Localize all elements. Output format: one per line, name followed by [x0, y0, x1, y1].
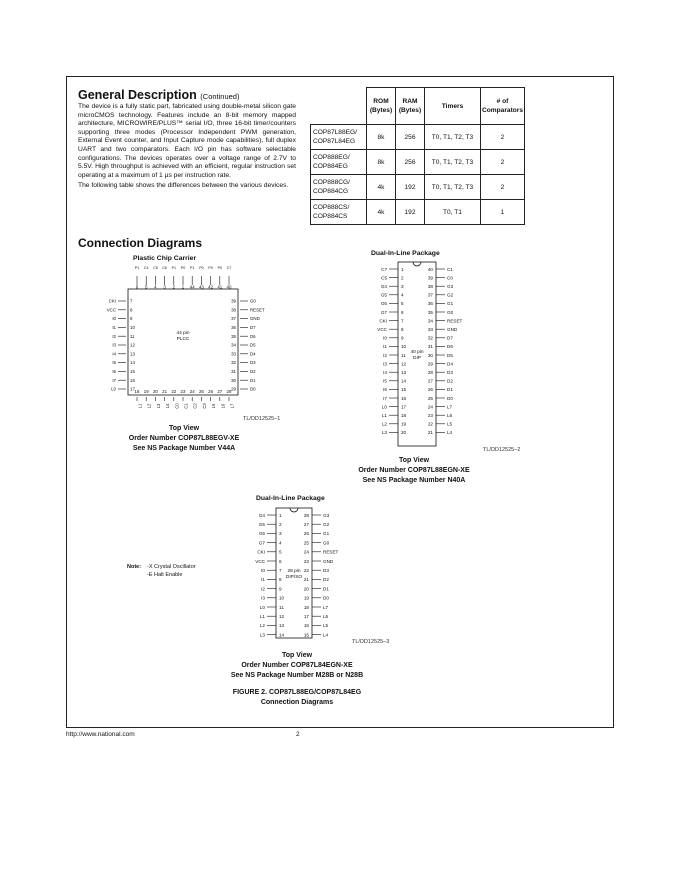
dip40-view-label: Top View	[398, 457, 430, 464]
plcc-pin-number: 36	[231, 325, 236, 330]
plcc-top-pin-name: P1	[171, 266, 177, 270]
dip40-pin-number: 3	[401, 284, 404, 289]
dip40-pin-name: G2	[447, 292, 454, 298]
plcc-bottom-pin-name: L5	[211, 403, 217, 409]
plcc-pin-number: 4	[154, 284, 157, 290]
description-paragraph-2: The following table shows the differences between the various devices.	[78, 182, 289, 190]
dip28-pin-number: 22	[303, 568, 309, 573]
dip40-pin-number: 26	[427, 387, 433, 393]
plcc-bottom-pin-name: C0	[174, 403, 180, 409]
plcc-pin-name: D0	[250, 386, 256, 392]
plcc-pin-number: 17	[130, 386, 135, 392]
figure-caption	[222, 688, 372, 708]
dip28-pin-name: RESET	[323, 549, 339, 555]
dip40-pin-number: 17	[401, 404, 407, 410]
plcc-pin-number: 40	[226, 284, 232, 290]
plcc-pin-number: 37	[231, 316, 236, 322]
dip40-pin-number: 40	[427, 266, 433, 272]
plcc-pin-number: 41	[217, 284, 223, 290]
dip28-pin-name: G4	[258, 512, 265, 518]
plcc-pin-number: 44	[189, 284, 195, 290]
dip40-pin-name: L6	[447, 413, 453, 418]
dip28-pin-name: G3	[323, 512, 330, 518]
dip40-pin-number: 21	[427, 430, 433, 436]
dip28-pin-name: I3	[261, 595, 265, 601]
dip40-pin-number: 18	[401, 413, 407, 418]
dip40-pin-number: 15	[401, 387, 407, 393]
dip40-pin-name: I5	[383, 378, 387, 384]
dip40-pin-name: C0	[447, 275, 453, 281]
dip40-center-label: 40 pin	[410, 350, 424, 355]
footer-url-link[interactable]: http://www.national.com	[66, 731, 135, 738]
dip28-pin-name: L5	[323, 623, 329, 629]
table-cell-device: COP888EG/ COP884EG	[311, 150, 367, 175]
dip40-pin-name: G0	[447, 309, 454, 315]
general-description-body	[78, 103, 296, 193]
dip40-pin-name: L4	[447, 430, 453, 436]
dip40-pin-name: D7	[447, 335, 453, 341]
dip28-pin-number: 16	[303, 623, 309, 629]
dip40-tl-number: TL/DD12525–2	[483, 447, 521, 453]
plcc-pin-name: CKI	[108, 298, 116, 304]
plcc-pin-number: 32	[231, 360, 236, 366]
plcc-bottom-pin-name: C3	[201, 403, 207, 409]
dip28-pin-number: 10	[279, 595, 285, 601]
plcc-pin-name: D1	[250, 377, 256, 383]
dip28-pin-name: G1	[323, 531, 330, 537]
table-cell-ram: 256	[396, 150, 425, 175]
dip40-caption	[340, 456, 488, 486]
plcc-body	[128, 289, 238, 395]
dip28-pin-number: 9	[279, 586, 282, 592]
dip28-pin-name: G2	[323, 522, 330, 527]
plcc-package-number: See NS Package Number V44A	[132, 445, 236, 452]
dip28-pin-name: G0	[323, 540, 330, 546]
note-item-crystal: -X Crystal Oscillator	[147, 564, 196, 570]
dip40-pin-number: 29	[427, 361, 433, 367]
dip28-pin-name: D2	[323, 577, 329, 583]
dip40-diagram	[360, 258, 470, 450]
dip28-caption	[222, 651, 372, 681]
plcc-pin-number: 39	[231, 298, 236, 304]
dip40-pin-name: C1	[447, 266, 453, 272]
plcc-pin-name: I0	[112, 316, 116, 322]
dip40-pin-name: I1	[383, 344, 387, 350]
dip28-pin-name: G5	[258, 522, 265, 527]
plcc-pin-number: 6	[135, 284, 139, 290]
plcc-pin-number: 38	[231, 307, 236, 313]
plcc-bottom-pin-name: C2	[192, 403, 198, 409]
table-header-row	[311, 88, 525, 125]
dip40-pin-name: I4	[383, 370, 387, 375]
plcc-pin-number: 35	[231, 333, 236, 339]
dip28-pin-name: G6	[258, 531, 265, 537]
plcc-pin-number: 24	[189, 389, 195, 394]
dip40-pin-number: 14	[401, 378, 407, 384]
dip28-pin-name: D0	[323, 595, 329, 601]
dip40-pin-name: D2	[447, 378, 453, 384]
plcc-bottom-pin-name: L3	[155, 403, 161, 409]
plcc-center-label: PLCC	[176, 337, 190, 342]
table-header-timers: Timers	[425, 88, 481, 125]
plcc-pin-number: 22	[171, 389, 177, 394]
dip40-pin-name: L3	[381, 430, 387, 436]
dip40-notch	[413, 262, 421, 266]
plcc-pin-number: 42	[208, 284, 214, 290]
dip40-pin-name: L7	[447, 404, 453, 410]
dip40-pin-number: 16	[401, 395, 407, 401]
table-row	[311, 175, 525, 200]
dip28-pin-number: 27	[303, 522, 309, 527]
table-cell-timers: T0, T1, T2, T3	[425, 175, 481, 200]
dip40-order-number: Order Number COP87L88EGN-XE	[358, 467, 470, 474]
dip40-pin-number: 31	[427, 344, 433, 350]
dip28-pin-number: 19	[303, 595, 309, 601]
dip28-pin-number: 21	[303, 577, 309, 583]
dip28-center-label: 28 pin	[287, 569, 301, 574]
plcc-pin-number: 9	[130, 316, 133, 322]
note-item-halt: -E Halt Enable	[147, 572, 183, 578]
dip28-pin-name: I1	[261, 577, 265, 583]
plcc-pin-name: I2	[112, 333, 116, 339]
dip40-pin-name: G5	[380, 292, 387, 298]
dip40-pin-name: L2	[381, 421, 387, 427]
plcc-pin-number: 13	[130, 351, 135, 357]
dip40-package-number: See NS Package Number N40A	[362, 477, 466, 484]
table-row	[311, 125, 525, 150]
plcc-pin-number: 23	[180, 389, 186, 394]
plcc-bottom-pin-name: L7	[229, 403, 235, 409]
figure-caption-line-2: Connection Diagrams	[260, 699, 334, 706]
dip40-pin-number: 23	[427, 413, 433, 418]
dip28-notch	[290, 508, 298, 512]
dip28-pin-name: L0	[259, 604, 265, 610]
plcc-title: Plastic Chip Carrier	[133, 255, 197, 262]
dip40-pin-number: 33	[427, 327, 433, 332]
figure-caption-line-1: FIGURE 2. COP87L88EG/COP87L84EG	[232, 689, 362, 696]
dip28-pin-name: VCC	[255, 558, 265, 564]
device-comparison-table	[310, 87, 525, 225]
dip40-pin-number: 13	[401, 370, 407, 375]
dip40-pin-name: CKI	[379, 318, 387, 324]
dip28-pin-number: 25	[303, 540, 309, 546]
dip28-pin-number: 11	[279, 604, 284, 610]
plcc-pin-name: I3	[112, 342, 116, 348]
table-row	[311, 150, 525, 175]
dip40-pin-number: 27	[427, 378, 433, 384]
plcc-pin-name: G0	[250, 298, 256, 304]
dip40-pin-number: 10	[401, 344, 407, 350]
dip28-pin-name: D1	[323, 586, 329, 592]
plcc-pin-number: 34	[231, 342, 236, 348]
dip40-pin-name: D5	[447, 352, 453, 358]
plcc-pin-name: D4	[250, 351, 256, 357]
dip28-title: Dual-In-Line Package	[256, 495, 325, 502]
dip28-pin-name: L3	[259, 632, 265, 638]
table-header-ram: RAM (Bytes)	[396, 88, 425, 125]
dip40-pin-number: 38	[427, 284, 433, 289]
dip40-pin-name: G3	[447, 284, 454, 289]
table-cell-ram: 256	[396, 125, 425, 150]
dip28-pin-name: L7	[323, 604, 329, 610]
dip28-pin-name: L2	[259, 623, 265, 629]
plcc-pin-name: I7	[112, 377, 116, 383]
dip28-pin-name: CKI	[257, 549, 265, 555]
connection-diagrams-title: Connection Diagrams	[78, 236, 203, 250]
dip40-pin-name: I2	[383, 352, 387, 358]
plcc-top-pin-name: P0	[199, 266, 204, 270]
dip40-pin-number: 24	[427, 404, 433, 410]
dip40-pin-name: I7	[383, 395, 387, 401]
plcc-pin-number: 5	[144, 284, 148, 290]
plcc-pin-number: 2	[172, 284, 176, 290]
plcc-pin-number: 29	[231, 386, 236, 392]
dip40-pin-name: G6	[380, 301, 387, 307]
plcc-pin-number: 18	[134, 389, 140, 394]
dip40-pin-name: G1	[447, 301, 454, 307]
dip40-pin-number: 22	[427, 421, 433, 427]
dip40-pin-number: 11	[401, 352, 406, 358]
plcc-top-pin-name: P0	[217, 266, 223, 270]
dip40-pin-name: G7	[380, 309, 387, 315]
dip40-pin-number: 2	[401, 275, 404, 281]
dip40-pin-name: D3	[447, 370, 453, 375]
plcc-center-label: 44 pin	[176, 331, 190, 336]
plcc-bottom-pin-name: L6	[220, 403, 226, 409]
dip40-pin-number: 39	[427, 275, 433, 281]
plcc-pin-name: D7	[250, 325, 256, 330]
dip40-pin-name: I6	[383, 387, 387, 393]
dip28-pin-number: 13	[279, 623, 285, 629]
dip40-pin-name: VCC	[377, 327, 387, 332]
plcc-top-pin-name: C5	[153, 266, 158, 270]
dip40-pin-number: 9	[401, 335, 404, 341]
dip28-pin-number: 6	[279, 558, 282, 564]
dip40-pin-number: 20	[401, 430, 407, 436]
dip40-pin-name: I0	[383, 335, 387, 341]
dip28-pin-number: 12	[279, 614, 285, 619]
plcc-bottom-pin-name: L4	[165, 403, 171, 409]
description-paragraph-1: The device is a fully static part, fabricated using double-metal silicon gate microCMOS technology. Features include an 8-bit memory mapped architecture, MICROWIRE/PLUS™ serial I/O, three 16-bit timer/counters supporting three modes (Processor Independent PWM generation, External Event counter, and Input Capture mode capabilities), full duplex UART and two comparators. Each I/O pin has software selectable configurations. The devices operates over a voltage range of 2.7V to 5.5V. High throughput is achieved with an efficient, regular instruction set operating at a maximum of 1 µs per instruction rate.	[78, 103, 296, 179]
plcc-pin-name: L0	[111, 386, 116, 392]
dip40-pin-name: D6	[447, 344, 453, 350]
plcc-pin-number: 31	[231, 369, 236, 374]
table-cell-device: COP888CG/ COP884CG	[311, 175, 367, 200]
plcc-tl-number: TL/DD12525–1	[243, 416, 281, 422]
dip40-center-label: DIP	[413, 356, 421, 361]
plcc-pin-name: D3	[250, 360, 256, 366]
plcc-pin-number: 20	[152, 389, 158, 394]
plcc-top-pin-name: P0	[180, 266, 186, 270]
general-description-title: General Description (Continued)	[78, 88, 240, 102]
dip28-pin-number: 17	[303, 614, 309, 619]
dip40-pin-name: D1	[447, 387, 453, 393]
dip40-pin-number: 12	[401, 361, 407, 367]
table-cell-rom: 4k	[367, 175, 396, 200]
table-cell-timers: T0, T1	[425, 200, 481, 225]
dip28-pin-name: L4	[323, 632, 329, 638]
dip28-pin-number: 8	[279, 577, 282, 583]
plcc-pin-number: 3	[163, 284, 166, 290]
dip28-pin-number: 2	[279, 522, 282, 527]
table-header-device	[311, 88, 367, 125]
plcc-pin-name: I4	[112, 351, 116, 357]
plcc-pin-number: 19	[143, 389, 149, 394]
page-number: 2	[296, 731, 300, 738]
plcc-pin-name: D5	[250, 342, 256, 348]
dip40-pin-name: L0	[381, 404, 387, 410]
plcc-view-label: Top View	[168, 425, 200, 432]
dip40-pin-name: D0	[447, 395, 453, 401]
plcc-pin-number: 14	[130, 360, 135, 366]
plcc-pin-number: 12	[130, 342, 135, 348]
dip28-package-number: See NS Package Number M28B or N28B	[230, 672, 364, 679]
dip40-pin-name: L1	[381, 413, 387, 418]
dip28-pin-number: 3	[279, 531, 282, 537]
plcc-pin-number: 27	[217, 389, 223, 394]
plcc-pin-number: 33	[231, 351, 236, 357]
plcc-pin-name: VCC	[106, 307, 116, 313]
dip40-pin-number: 19	[401, 421, 407, 427]
dip28-pin-name: L1	[259, 614, 265, 619]
plcc-pin-name: RESET	[250, 307, 265, 313]
plcc-top-pin-name: C7	[226, 266, 232, 270]
plcc-pin-number: 1	[181, 284, 185, 290]
dip28-pin-number: 1	[279, 512, 282, 518]
dip40-pin-name: L5	[447, 421, 453, 427]
dip28-pin-number: 7	[279, 568, 282, 573]
dip40-pin-name: GND	[447, 327, 458, 332]
note-label: Note:	[127, 564, 142, 570]
plcc-pin-number: 8	[130, 307, 133, 313]
plcc-top-pin-name: P1	[189, 266, 195, 270]
dip40-title: Dual-In-Line Package	[371, 250, 440, 257]
dip40-pin-number: 4	[401, 292, 404, 298]
dip28-pin-name: I0	[261, 568, 265, 573]
table-cell-device: COP87L88EG/ COP87L84EG	[311, 125, 367, 150]
plcc-pin-name: D6	[250, 333, 256, 339]
dip28-pin-name: D3	[323, 568, 329, 573]
plcc-caption	[110, 424, 258, 454]
dip40-pin-name: I3	[383, 361, 387, 367]
plcc-pin-number: 21	[162, 389, 168, 394]
plcc-top-pin-name: C4	[143, 266, 149, 270]
table-header-comparators: # of Comparators	[481, 88, 525, 125]
dip40-pin-number: 7	[401, 318, 404, 324]
dip28-pin-number: 5	[279, 549, 282, 555]
dip28-pin-number: 20	[303, 586, 309, 592]
plcc-order-number: Order Number COP87L88EGV-XE	[128, 435, 240, 442]
table-cell-ram: 192	[396, 200, 425, 225]
continued-label: (Continued)	[200, 92, 240, 101]
dip40-pin-name: C7	[381, 266, 387, 272]
dip28-pin-name: GND	[323, 558, 334, 564]
plcc-pin-number: 43	[198, 284, 204, 290]
plcc-pin-number: 25	[198, 389, 204, 394]
plcc-pin-name: I5	[112, 360, 116, 366]
dip28-pin-name: L6	[323, 614, 329, 619]
dip28-pin-number: 15	[303, 632, 309, 638]
plcc-pin-number: 16	[130, 377, 135, 383]
dip28-pin-number: 24	[303, 549, 309, 555]
plcc-diagram	[96, 262, 268, 412]
table-cell-rom: 8k	[367, 125, 396, 150]
table-cell-comparators: 1	[481, 200, 525, 225]
plcc-pin-number: 26	[208, 389, 214, 394]
dip40-pin-number: 30	[427, 352, 433, 358]
plcc-bottom-pin-name: C1	[183, 403, 189, 409]
dip28-pin-number: 18	[303, 604, 309, 610]
table-cell-comparators: 2	[481, 125, 525, 150]
dip40-pin-number: 8	[401, 327, 404, 332]
dip40-pin-number: 25	[427, 395, 433, 401]
dip40-pin-number: 1	[401, 266, 404, 272]
dip28-pin-number: 26	[303, 531, 309, 537]
dip40-pin-number: 32	[427, 335, 433, 341]
table-header-rom: ROM (Bytes)	[367, 88, 396, 125]
dip40-pin-name: G4	[380, 284, 387, 289]
plcc-bottom-pin-name: L2	[146, 403, 152, 409]
dip28-pin-number: 14	[279, 632, 285, 638]
dip40-pin-number: 36	[427, 301, 433, 307]
dip40-pin-name: D4	[447, 361, 453, 367]
dip28-pin-number: 23	[303, 558, 309, 564]
dip28-order-number: Order Number COP87L84EGN-XE	[241, 662, 353, 669]
dip40-pin-number: 28	[427, 370, 433, 375]
table-cell-rom: 4k	[367, 200, 396, 225]
dip28-pin-name: I2	[261, 586, 265, 592]
table-cell-timers: T0, T1, T2, T3	[425, 125, 481, 150]
dip40-pin-number: 6	[401, 309, 404, 315]
plcc-pin-name: I1	[112, 325, 116, 330]
dip28-diagram	[240, 503, 350, 643]
dip40-pin-name: RESET	[447, 318, 463, 324]
table-cell-ram: 192	[396, 175, 425, 200]
plcc-pin-number: 15	[130, 369, 135, 374]
dip40-pin-number: 5	[401, 301, 404, 307]
table-cell-device: COP888CS/ COP884CS	[311, 200, 367, 225]
plcc-pin-name: D2	[250, 369, 256, 374]
plcc-pin-number: 7	[130, 298, 133, 304]
plcc-pin-number: 10	[130, 325, 135, 330]
dip28-pin-number: 4	[279, 540, 282, 546]
plcc-pin-name: I6	[112, 369, 116, 374]
table-cell-rom: 8k	[367, 150, 396, 175]
plcc-pin-number: 28	[226, 389, 232, 394]
plcc-pin-number: 11	[130, 333, 135, 339]
dip28-pin-number: 28	[303, 512, 309, 518]
table-cell-comparators: 2	[481, 150, 525, 175]
dip28-pin-name: G7	[258, 540, 265, 546]
dip40-pin-number: 37	[427, 292, 433, 298]
dip28-tl-number: TL/DD12525–3	[352, 639, 390, 645]
dip28-view-label: Top View	[281, 652, 313, 659]
plcc-top-pin-name: P0	[208, 266, 213, 270]
plcc-bottom-pin-name: L1	[137, 403, 143, 409]
dip28-center-label: DIP/SO	[285, 575, 303, 580]
dip40-pin-name: C5	[381, 275, 387, 281]
table-row	[311, 200, 525, 225]
plcc-top-pin-name: C6	[162, 266, 167, 270]
dip40-pin-number: 34	[427, 318, 433, 324]
dip40-pin-number: 35	[427, 309, 433, 315]
plcc-top-pin-name: P1	[134, 266, 140, 270]
table-cell-timers: T0, T1, T2, T3	[425, 150, 481, 175]
table-cell-comparators: 2	[481, 175, 525, 200]
plcc-pin-name: GND	[250, 316, 260, 322]
plcc-pin-number: 30	[231, 377, 236, 383]
